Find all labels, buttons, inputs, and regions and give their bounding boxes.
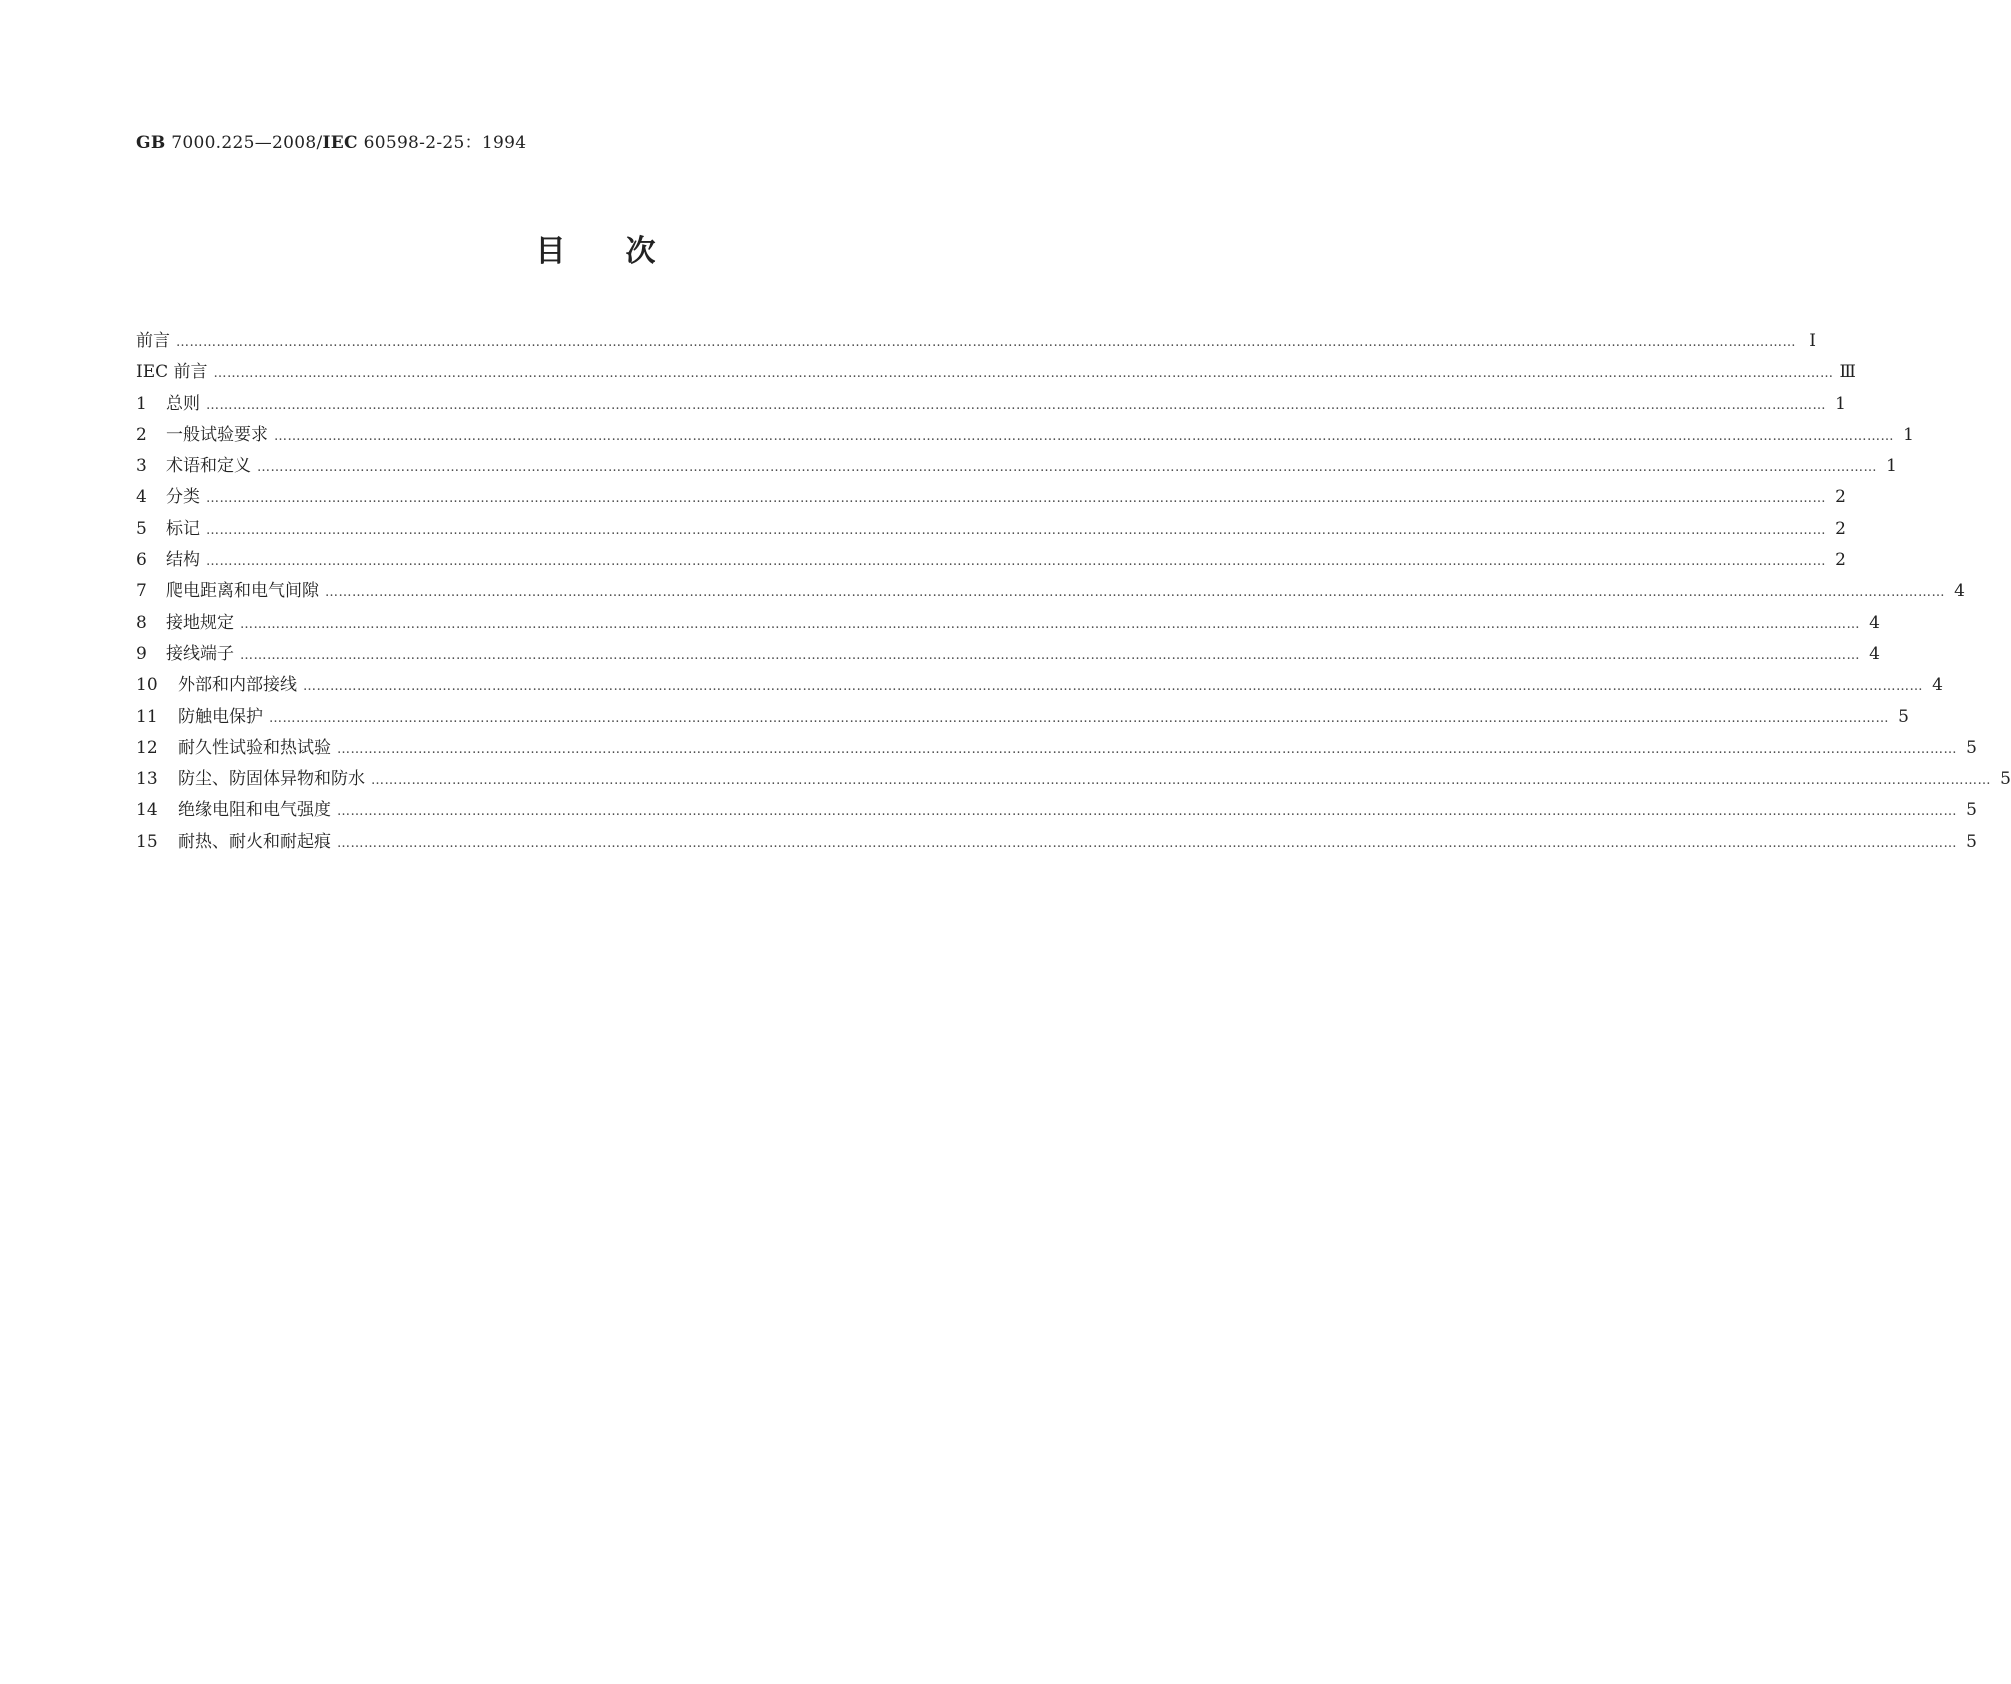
toc-entry[interactable] — [136, 733, 1977, 764]
toc-entry-page: 4 — [1869, 643, 1880, 664]
toc-entry-label: 分类 — [166, 487, 200, 508]
toc-entry-label: 外部和内部接线 — [178, 675, 297, 696]
toc-leader-dots: ……………………………………………………………………………………………………………………………………………………………………………………………………………………………………………………………………………………………………………………………… — [240, 616, 1860, 632]
toc-entry-page: 5 — [1966, 800, 1977, 821]
toc-entry-label: 结构 — [166, 550, 200, 571]
toc-entry[interactable] — [136, 764, 2011, 795]
toc-entry-page: Ⅲ — [1839, 362, 1856, 383]
toc-entry-number: 2 — [136, 424, 147, 445]
toc-entry-page: 5 — [1966, 831, 1977, 852]
toc-entry-label: 总则 — [166, 393, 200, 414]
toc-leader-dots: ……………………………………………………………………………………………………………………………………………………………………………………………………………………………………………………………………………………………………………………………… — [337, 835, 1957, 851]
toc-entry-number: 15 — [136, 831, 158, 852]
toc-entry-label: 一般试验要求 — [166, 424, 268, 445]
toc-entry[interactable] — [136, 670, 1943, 701]
toc-entry[interactable] — [136, 420, 1914, 451]
toc-leader-dots: ……………………………………………………………………………………………………………………………………………………………………………………………………………………………………………………………………………………………………………………………… — [337, 741, 1957, 757]
standard-number-gb: 7000.225—2008/ — [171, 133, 323, 153]
toc-entry[interactable] — [136, 451, 1897, 482]
toc-entry-number: 8 — [136, 612, 147, 633]
toc-entry[interactable] — [136, 576, 1965, 607]
toc-leader-dots: ……………………………………………………………………………………………………………………………………………………………………………………………………………………………………………………………………………………………………………………………… — [257, 460, 1877, 476]
toc-leader-dots: ……………………………………………………………………………………………………………………………………………………………………………………………………………………………………………………………………………………………………………………………… — [371, 773, 1991, 789]
toc-entry-number: 4 — [136, 487, 147, 508]
toc-entry-page: 2 — [1835, 518, 1846, 539]
toc-entry-number: 12 — [136, 737, 158, 758]
toc-entry-number: 3 — [136, 456, 147, 477]
toc-entry[interactable] — [136, 357, 1856, 388]
toc-entry-page: 4 — [1869, 612, 1880, 633]
document-header — [136, 128, 526, 153]
toc-entry[interactable] — [136, 482, 1846, 513]
toc-entry-number: 10 — [136, 675, 158, 696]
toc-leader-dots: ……………………………………………………………………………………………………………………………………………………………………………………………………………………………………………………………………………………………………………………………… — [325, 585, 1945, 601]
toc-entry[interactable] — [136, 795, 1977, 826]
toc-entry-page: 2 — [1835, 487, 1846, 508]
toc-entry[interactable] — [136, 545, 1846, 576]
toc-leader-dots: ……………………………………………………………………………………………………………………………………………………………………………………………………………………………………………………………………………………………………………………………… — [303, 679, 1923, 695]
standard-number-iec: 60598-2-25：1994 — [363, 133, 527, 153]
toc-entry-number: 5 — [136, 518, 147, 539]
toc-entry-label: 术语和定义 — [166, 456, 251, 477]
toc-entry-label: 防触电保护 — [178, 706, 263, 727]
toc-entry-page: 1 — [1835, 393, 1846, 414]
toc-entry-label: 耐热、耐火和耐起痕 — [178, 831, 331, 852]
toc-entry-number: 11 — [136, 706, 158, 727]
standard-code-gb: GB — [136, 133, 166, 153]
toc-leader-dots: ……………………………………………………………………………………………………………………………………………………………………………………………………………………………………………………………………………………………………………………………… — [176, 335, 1796, 350]
table-of-contents — [136, 326, 2011, 858]
toc-leader-dots: ……………………………………………………………………………………………………………………………………………………………………………………………………………………………………………………………………………………………………………………………… — [206, 491, 1826, 507]
toc-entry-label: 耐久性试验和热试验 — [178, 737, 331, 758]
toc-entry-label: IEC 前言 — [136, 362, 208, 383]
toc-entry-label: 前言 — [136, 331, 170, 351]
toc-entry[interactable] — [136, 608, 1880, 639]
toc-entry-label: 防尘、防固体异物和防水 — [178, 769, 365, 790]
toc-leader-dots: ……………………………………………………………………………………………………………………………………………………………………………………………………………………………………………………………………………………………………………………………… — [206, 522, 1826, 538]
toc-entry-label: 接线端子 — [166, 643, 234, 664]
toc-leader-dots: ……………………………………………………………………………………………………………………………………………………………………………………………………………………………………………………………………………………………………………………………… — [337, 804, 1957, 820]
toc-entry[interactable] — [136, 389, 1846, 420]
standard-code-iec: IEC — [322, 133, 358, 153]
toc-entry-label: 爬电距离和电气间隙 — [166, 581, 319, 602]
page-title: 目次 — [535, 234, 716, 269]
toc-entry-number: 13 — [136, 769, 158, 790]
toc-entry-page: 1 — [1886, 456, 1897, 477]
toc-leader-dots: ……………………………………………………………………………………………………………………………………………………………………………………………………………………………………………………………………………………………………………………………… — [240, 647, 1860, 663]
toc-entry[interactable] — [136, 827, 1977, 858]
toc-entry-number: 7 — [136, 581, 147, 602]
toc-entry-page: 2 — [1835, 550, 1846, 571]
toc-entry-page: 5 — [1966, 737, 1977, 758]
toc-entry[interactable] — [136, 326, 1816, 357]
toc-leader-dots: ……………………………………………………………………………………………………………………………………………………………………………………………………………………………………………………………………………………………………………………………… — [206, 397, 1826, 413]
toc-entry-number: 14 — [136, 800, 158, 821]
toc-entry[interactable] — [136, 514, 1846, 545]
toc-entry-page: 4 — [1932, 675, 1943, 696]
toc-leader-dots: ……………………………………………………………………………………………………………………………………………………………………………………………………………………………………………………………………………………………………………………………… — [269, 710, 1889, 726]
toc-entry-number: 9 — [136, 643, 147, 664]
toc-leader-dots: ……………………………………………………………………………………………………………………………………………………………………………………………………………………………………………………………………………………………………………………………… — [213, 366, 1834, 382]
toc-leader-dots: ……………………………………………………………………………………………………………………………………………………………………………………………………………………………………………………………………………………………………………………………… — [206, 554, 1826, 570]
toc-entry-page: 5 — [1898, 706, 1909, 727]
toc-entry-label: 绝缘电阻和电气强度 — [178, 800, 331, 821]
toc-entry-page: 4 — [1954, 581, 1965, 602]
toc-entry-page: 5 — [2000, 769, 2011, 790]
toc-entry[interactable] — [136, 702, 1909, 733]
toc-entry-number: 6 — [136, 550, 147, 571]
toc-entry-label: 标记 — [166, 518, 200, 539]
toc-entry-page: Ⅰ — [1809, 331, 1816, 351]
toc-entry-page: 1 — [1903, 424, 1914, 445]
toc-entry-number: 1 — [136, 393, 147, 414]
toc-entry[interactable] — [136, 639, 1880, 670]
toc-entry-label: 接地规定 — [166, 612, 234, 633]
toc-leader-dots: ……………………………………………………………………………………………………………………………………………………………………………………………………………………………………………………………………………………………………………………………… — [274, 428, 1894, 444]
